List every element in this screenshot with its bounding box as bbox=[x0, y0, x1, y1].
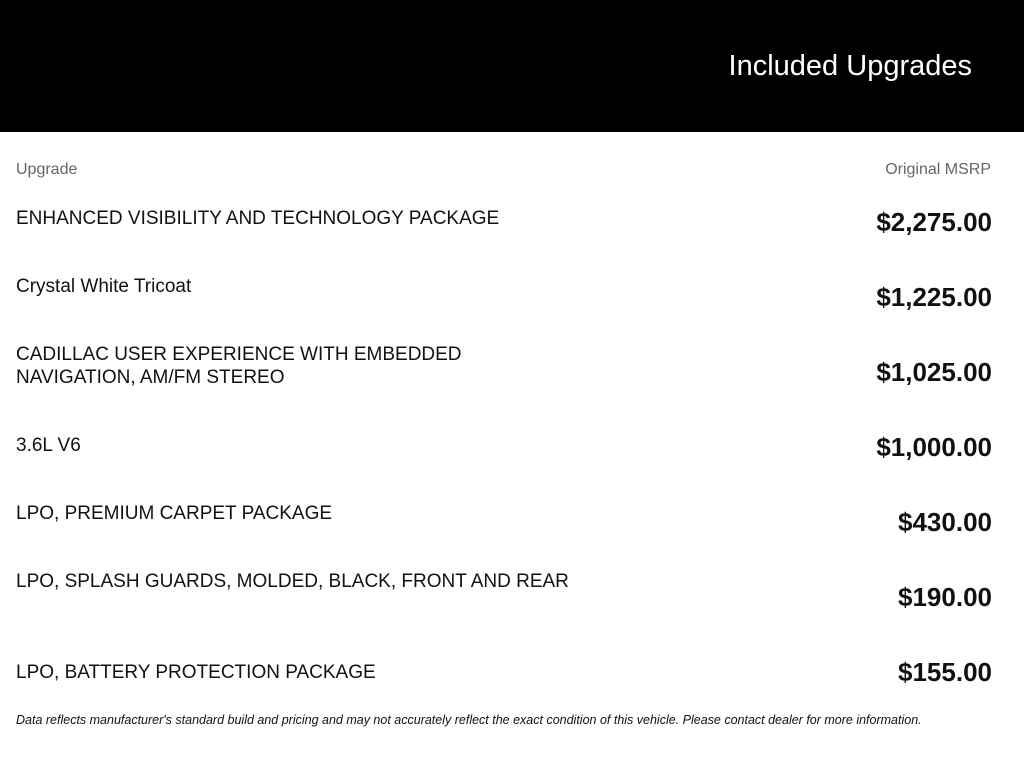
disclaimer-text: Data reflects manufacturer's standard build and pricing and may not accurately reflect the exact condition of this vehicle. Please contact dealer for more information. bbox=[16, 713, 922, 727]
upgrade-name: LPO, PREMIUM CARPET PACKAGE bbox=[16, 503, 333, 524]
upgrade-name: ENHANCED VISIBILITY AND TECHNOLOGY PACKAGE bbox=[16, 208, 500, 229]
column-header-msrp: Original MSRP bbox=[885, 161, 991, 178]
upgrade-name: LPO, SPLASH GUARDS, MOLDED, BLACK, FRONT AND REAR bbox=[16, 571, 569, 592]
upgrade-name: 3.6L V6 bbox=[16, 435, 81, 456]
upgrade-price: $1,225.00 bbox=[876, 282, 992, 312]
page-title: Included Upgrades bbox=[728, 50, 972, 82]
upgrade-name: CADILLAC USER EXPERIENCE WITH EMBEDDED NAVIGATION, AM/FM STEREO bbox=[16, 344, 462, 388]
header-bar bbox=[0, 0, 1024, 132]
upgrade-price: $155.00 bbox=[898, 657, 992, 687]
upgrade-name: Crystal White Tricoat bbox=[16, 276, 192, 297]
upgrade-price: $1,000.00 bbox=[876, 432, 992, 462]
upgrade-price: $430.00 bbox=[898, 507, 992, 537]
upgrade-name: LPO, BATTERY PROTECTION PACKAGE bbox=[16, 662, 376, 683]
upgrade-price: $2,275.00 bbox=[876, 207, 992, 237]
column-header-upgrade: Upgrade bbox=[16, 161, 78, 178]
upgrade-price: $190.00 bbox=[898, 582, 992, 612]
upgrade-price: $1,025.00 bbox=[876, 357, 992, 387]
